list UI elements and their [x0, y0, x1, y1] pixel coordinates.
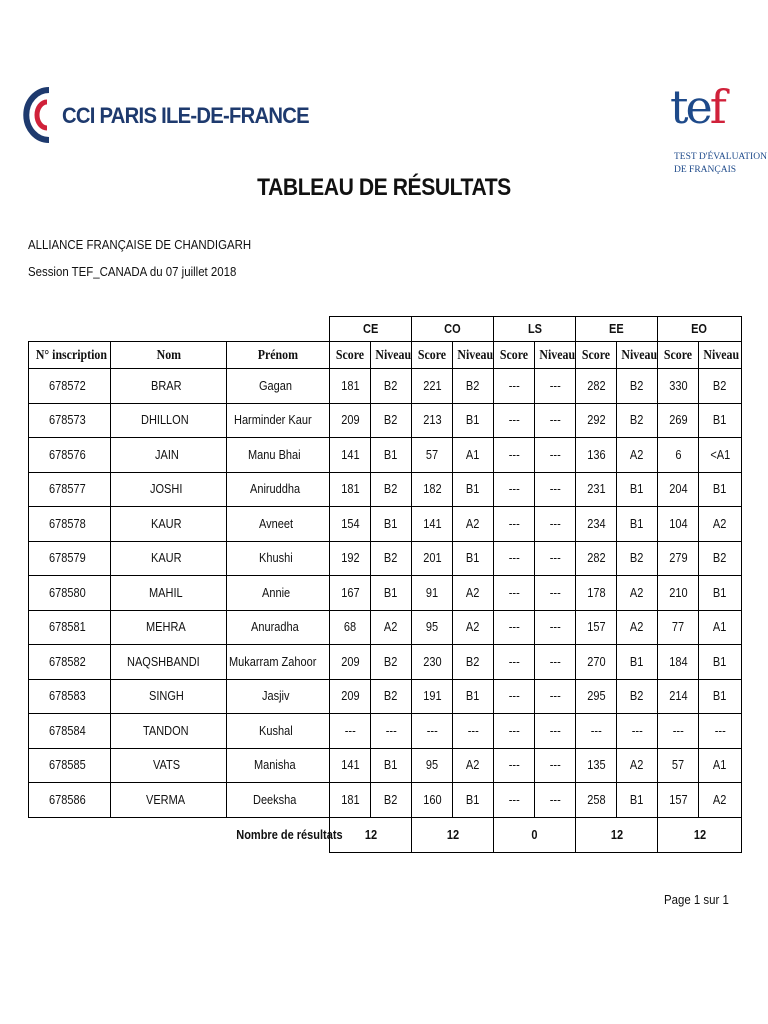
document-title: TABLEAU DE RÉSULTATS: [257, 174, 511, 201]
cell-ce-niveau: B2: [371, 369, 412, 404]
cell-ce-score: 141: [330, 748, 371, 783]
cell-eo-score: ---: [658, 714, 699, 749]
cell-prenom: Avneet: [227, 507, 330, 542]
exam-center-name: ALLIANCE FRANÇAISE DE CHANDIGARH: [28, 237, 252, 252]
table-row: [29, 403, 742, 438]
cell-prenom: Manisha: [227, 748, 330, 783]
cell-co-niveau: B2: [453, 645, 494, 680]
cell-ce-niveau: A2: [371, 610, 412, 645]
cell-ls-score: ---: [494, 783, 535, 818]
cell-ls-score: ---: [494, 610, 535, 645]
cell-ee-score: 157: [576, 610, 617, 645]
cell-ce-niveau: ---: [371, 714, 412, 749]
totals-spacer: [29, 817, 227, 852]
cell-ce-score: 209: [330, 645, 371, 680]
cell-co-niveau: A2: [453, 576, 494, 611]
cell-ce-niveau: B2: [371, 679, 412, 714]
session-info: Session TEF_CANADA du 07 juillet 2018: [28, 264, 237, 279]
cell-ee-score: 282: [576, 541, 617, 576]
cell-ce-niveau: B2: [371, 541, 412, 576]
cell-eo-score: 269: [658, 403, 699, 438]
column-header-row: [29, 342, 742, 369]
cell-ee-niveau: ---: [617, 714, 658, 749]
cell-co-niveau: B2: [453, 369, 494, 404]
cell-eo-score: 57: [658, 748, 699, 783]
cell-ls-niveau: ---: [535, 748, 576, 783]
group-header-ce: CE: [330, 317, 412, 342]
cell-ce-niveau: B1: [371, 748, 412, 783]
cell-ls-score: ---: [494, 472, 535, 507]
cell-ee-score: 270: [576, 645, 617, 680]
cell-nom: TANDON: [111, 714, 227, 749]
cell-eo-score: 77: [658, 610, 699, 645]
cell-ee-score: 258: [576, 783, 617, 818]
cell-co-score: 95: [412, 610, 453, 645]
column-header-niveau: Niveau: [535, 342, 576, 369]
group-header-co: CO: [412, 317, 494, 342]
table-row: [29, 507, 742, 542]
cell-eo-niveau: A2: [699, 783, 742, 818]
total-eo: 12: [658, 817, 742, 852]
cell-nom: VATS: [111, 748, 227, 783]
cell-co-niveau: A2: [453, 610, 494, 645]
cell-eo-niveau: ---: [699, 714, 742, 749]
cell-ce-score: 209: [330, 679, 371, 714]
table-row: [29, 438, 742, 473]
total-ls: 0: [494, 817, 576, 852]
total-ce: 12: [330, 817, 412, 852]
cell-ee-score: ---: [576, 714, 617, 749]
cell-ce-score: 154: [330, 507, 371, 542]
cell-co-score: ---: [412, 714, 453, 749]
cell-ee-niveau: B2: [617, 679, 658, 714]
cci-logo-mark-icon: [27, 84, 57, 146]
cell-ee-niveau: B1: [617, 507, 658, 542]
cell-co-score: 201: [412, 541, 453, 576]
cell-ee-score: 282: [576, 369, 617, 404]
cell-ls-niveau: ---: [535, 783, 576, 818]
page-number: Page 1 sur 1: [664, 892, 729, 907]
cell-inscription: 678585: [29, 748, 111, 783]
cell-ls-score: ---: [494, 403, 535, 438]
cell-ce-score: ---: [330, 714, 371, 749]
cell-co-score: 160: [412, 783, 453, 818]
cell-inscription: 678573: [29, 403, 111, 438]
cell-ls-niveau: ---: [535, 714, 576, 749]
cell-nom: KAUR: [111, 507, 227, 542]
table-row: [29, 679, 742, 714]
cell-co-niveau: B1: [453, 783, 494, 818]
cell-ls-score: ---: [494, 438, 535, 473]
cell-ce-score: 181: [330, 783, 371, 818]
cell-inscription: 678580: [29, 576, 111, 611]
cell-eo-niveau: A1: [699, 610, 742, 645]
cell-ee-niveau: B1: [617, 645, 658, 680]
cell-ee-score: 292: [576, 403, 617, 438]
cell-inscription: 678586: [29, 783, 111, 818]
cell-eo-niveau: B1: [699, 645, 742, 680]
cell-ls-score: ---: [494, 714, 535, 749]
cell-prenom: Mukarram Zahoor: [227, 645, 330, 680]
cell-nom: NAQSHBANDI: [111, 645, 227, 680]
cell-ce-niveau: B2: [371, 645, 412, 680]
cell-ee-score: 231: [576, 472, 617, 507]
cell-ce-niveau: B2: [371, 403, 412, 438]
cell-inscription: 678572: [29, 369, 111, 404]
cell-ls-niveau: ---: [535, 472, 576, 507]
cell-ce-niveau: B2: [371, 783, 412, 818]
cell-ls-niveau: ---: [535, 645, 576, 680]
cell-eo-niveau: B2: [699, 541, 742, 576]
totals-row: [29, 817, 742, 852]
cell-prenom: Annie: [227, 576, 330, 611]
cell-ls-niveau: ---: [535, 438, 576, 473]
cell-co-niveau: B1: [453, 679, 494, 714]
cell-ls-score: ---: [494, 679, 535, 714]
results-table: [28, 316, 742, 853]
cell-ls-score: ---: [494, 645, 535, 680]
table-row: [29, 714, 742, 749]
tef-logo-subtitle-1: TEST D'ÉVALUATION: [674, 152, 767, 162]
cell-co-score: 213: [412, 403, 453, 438]
column-header-niveau: Niveau: [453, 342, 494, 369]
cell-prenom: Khushi: [227, 541, 330, 576]
cell-co-score: 221: [412, 369, 453, 404]
total-co: 12: [412, 817, 494, 852]
cell-co-niveau: A2: [453, 507, 494, 542]
cell-ce-score: 181: [330, 369, 371, 404]
table-row: [29, 783, 742, 818]
cell-prenom: Harminder Kaur: [227, 403, 330, 438]
cell-eo-score: 184: [658, 645, 699, 680]
cell-eo-score: 330: [658, 369, 699, 404]
cell-ls-score: ---: [494, 541, 535, 576]
tef-logo-subtitle-2: DE FRANÇAIS: [674, 165, 737, 175]
cell-ee-niveau: B2: [617, 541, 658, 576]
cell-ls-score: ---: [494, 507, 535, 542]
cell-nom: BRAR: [111, 369, 227, 404]
cell-ce-score: 209: [330, 403, 371, 438]
table-row: [29, 369, 742, 404]
cell-inscription: 678582: [29, 645, 111, 680]
cell-prenom: Jasjiv: [227, 679, 330, 714]
cell-nom: MAHIL: [111, 576, 227, 611]
cell-inscription: 678576: [29, 438, 111, 473]
cell-eo-niveau: A2: [699, 507, 742, 542]
cell-nom: VERMA: [111, 783, 227, 818]
cell-eo-score: 210: [658, 576, 699, 611]
cell-ls-score: ---: [494, 369, 535, 404]
cci-logo-text: CCI PARIS ILE-DE-FRANCE: [62, 103, 309, 128]
cell-eo-niveau: A1: [699, 748, 742, 783]
group-header-eo: EO: [658, 317, 742, 342]
table-row: [29, 748, 742, 783]
cell-inscription: 678577: [29, 472, 111, 507]
cell-co-score: 91: [412, 576, 453, 611]
cell-ee-score: 178: [576, 576, 617, 611]
tef-logo-word: tef: [670, 80, 724, 134]
cell-eo-niveau: B1: [699, 472, 742, 507]
cell-nom: JAIN: [111, 438, 227, 473]
cell-co-score: 141: [412, 507, 453, 542]
cell-ls-niveau: ---: [535, 403, 576, 438]
cell-ls-niveau: ---: [535, 369, 576, 404]
cell-ee-score: 295: [576, 679, 617, 714]
column-header-score: Score: [330, 342, 371, 369]
cell-co-score: 182: [412, 472, 453, 507]
cell-co-score: 191: [412, 679, 453, 714]
cell-inscription: 678578: [29, 507, 111, 542]
table-row: [29, 610, 742, 645]
cell-ee-niveau: A2: [617, 576, 658, 611]
cell-eo-niveau: <A1: [699, 438, 742, 473]
group-header-ee: EE: [576, 317, 658, 342]
cell-ee-niveau: B2: [617, 369, 658, 404]
cell-eo-score: 204: [658, 472, 699, 507]
cell-prenom: Manu Bhai: [227, 438, 330, 473]
cell-inscription: 678584: [29, 714, 111, 749]
cell-prenom: Deeksha: [227, 783, 330, 818]
column-header-niveau: Niveau: [371, 342, 412, 369]
cell-eo-niveau: B1: [699, 403, 742, 438]
cell-nom: SINGH: [111, 679, 227, 714]
cell-prenom: Kushal: [227, 714, 330, 749]
cell-co-niveau: B1: [453, 541, 494, 576]
group-header-ls: LS: [494, 317, 576, 342]
cell-ee-niveau: B1: [617, 472, 658, 507]
cell-ce-score: 141: [330, 438, 371, 473]
cell-ee-niveau: B2: [617, 403, 658, 438]
cell-ee-niveau: A2: [617, 438, 658, 473]
header-spacer: [29, 317, 330, 342]
total-ee: 12: [576, 817, 658, 852]
cell-ls-score: ---: [494, 748, 535, 783]
cell-ee-niveau: A2: [617, 610, 658, 645]
cci-paris-logo: [27, 84, 309, 146]
group-header-row: [29, 317, 742, 342]
cell-ce-niveau: B1: [371, 576, 412, 611]
column-header-score: Score: [576, 342, 617, 369]
cell-ee-score: 135: [576, 748, 617, 783]
cell-ce-niveau: B2: [371, 472, 412, 507]
cell-inscription: 678583: [29, 679, 111, 714]
cell-eo-score: 6: [658, 438, 699, 473]
cell-ce-score: 181: [330, 472, 371, 507]
column-header-niveau: Niveau: [617, 342, 658, 369]
cell-eo-niveau: B2: [699, 369, 742, 404]
cell-prenom: Aniruddha: [227, 472, 330, 507]
cell-ls-niveau: ---: [535, 610, 576, 645]
cell-ls-niveau: ---: [535, 576, 576, 611]
cell-eo-score: 157: [658, 783, 699, 818]
column-header-niveau: Niveau: [699, 342, 742, 369]
column-header-prenom: Prénom: [227, 342, 330, 369]
cell-ee-niveau: A2: [617, 748, 658, 783]
cell-ee-score: 234: [576, 507, 617, 542]
totals-label: Nombre de résultats: [227, 817, 330, 852]
cell-co-niveau: A2: [453, 748, 494, 783]
cell-co-niveau: A1: [453, 438, 494, 473]
cell-eo-score: 214: [658, 679, 699, 714]
column-header-inscription: N° inscription: [29, 342, 111, 369]
table-row: [29, 576, 742, 611]
cell-ee-score: 136: [576, 438, 617, 473]
column-header-score: Score: [412, 342, 453, 369]
cell-ce-niveau: B1: [371, 438, 412, 473]
results-body: [29, 369, 742, 818]
table-row: [29, 541, 742, 576]
cell-eo-niveau: B1: [699, 576, 742, 611]
column-header-nom: Nom: [111, 342, 227, 369]
table-row: [29, 645, 742, 680]
cell-inscription: 678581: [29, 610, 111, 645]
cell-ls-niveau: ---: [535, 507, 576, 542]
cell-nom: DHILLON: [111, 403, 227, 438]
cell-ls-niveau: ---: [535, 679, 576, 714]
cell-prenom: Gagan: [227, 369, 330, 404]
cell-ce-score: 167: [330, 576, 371, 611]
cell-ce-score: 192: [330, 541, 371, 576]
cell-co-niveau: B1: [453, 472, 494, 507]
cell-co-niveau: ---: [453, 714, 494, 749]
cell-eo-score: 104: [658, 507, 699, 542]
cell-ce-score: 68: [330, 610, 371, 645]
cell-prenom: Anuradha: [227, 610, 330, 645]
cell-nom: JOSHI: [111, 472, 227, 507]
cell-ls-niveau: ---: [535, 541, 576, 576]
cell-nom: MEHRA: [111, 610, 227, 645]
cell-co-score: 57: [412, 438, 453, 473]
cell-eo-score: 279: [658, 541, 699, 576]
tef-logo: [666, 80, 767, 182]
cell-inscription: 678579: [29, 541, 111, 576]
column-header-score: Score: [494, 342, 535, 369]
cell-co-niveau: B1: [453, 403, 494, 438]
column-header-score: Score: [658, 342, 699, 369]
cell-co-score: 95: [412, 748, 453, 783]
cell-eo-niveau: B1: [699, 679, 742, 714]
cell-nom: KAUR: [111, 541, 227, 576]
cell-ls-score: ---: [494, 576, 535, 611]
cell-co-score: 230: [412, 645, 453, 680]
cell-ee-niveau: B1: [617, 783, 658, 818]
table-row: [29, 472, 742, 507]
cell-ce-niveau: B1: [371, 507, 412, 542]
